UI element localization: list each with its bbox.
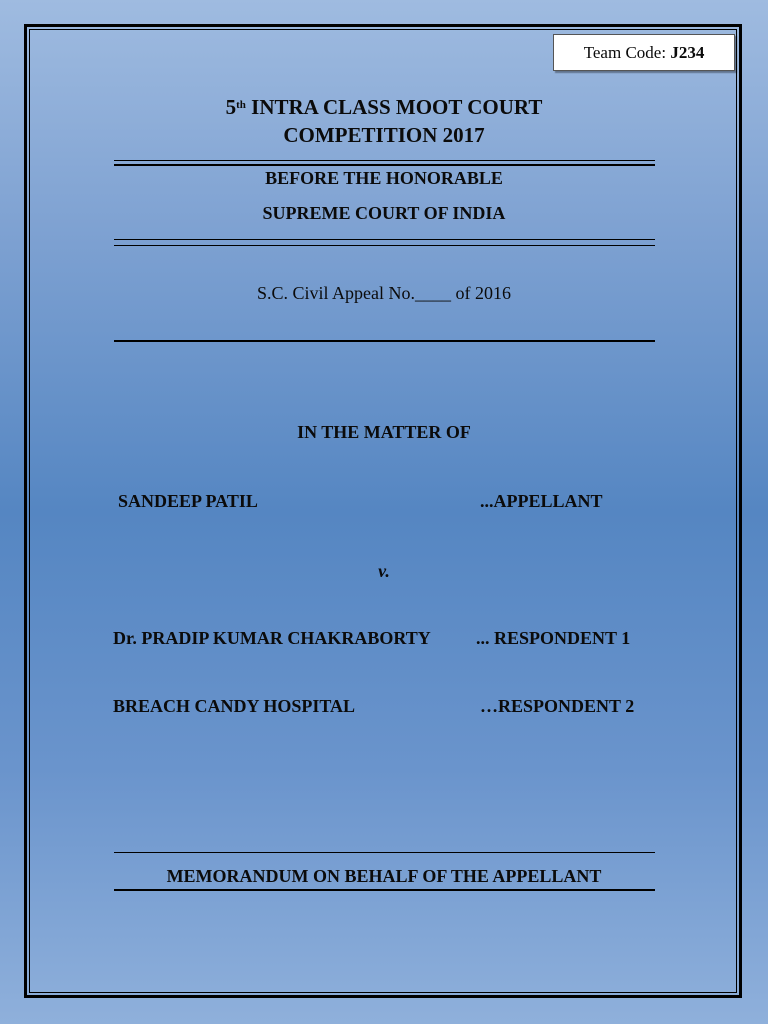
appellant-name: SANDEEP PATIL [118,491,258,511]
court-line-1: BEFORE THE HONORABLE [265,168,503,188]
respondent-1-name: Dr. PRADIP KUMAR CHAKRABORTY [113,628,431,648]
respondent-1-role: ... RESPONDENT 1 [476,628,631,648]
competition-title [0,93,768,149]
court-line-2: SUPREME COURT OF INDIA [262,203,506,223]
competition-title-line1 [0,93,768,121]
divider-line [114,852,655,853]
matter-heading: IN THE MATTER OF [297,422,471,442]
versus-label: v. [378,561,390,581]
respondent-2-name: BREACH CANDY HOSPITAL [113,696,356,716]
team-code-box [553,34,735,71]
respondent-2-role: …RESPONDENT 2 [480,696,635,716]
divider-line [114,160,655,161]
divider-line [114,164,655,166]
competition-title-line2: COMPETITION 2017 [283,123,485,147]
team-code-value: J234 [670,43,705,62]
appellant-role: ...APPELLANT [480,491,603,511]
competition-title-text: INTRA CLASS MOOT COURT [251,95,543,119]
competition-ordinal-suffix: th [236,99,246,111]
team-code-label: Team Code: [583,43,667,62]
divider-line [114,889,655,891]
memorandum-title: MEMORANDUM ON BEHALF OF THE APPELLANT [166,866,602,886]
divider-line [114,340,655,342]
competition-ordinal-number: 5 [225,95,237,119]
divider-line [114,245,655,246]
divider-line [114,239,655,240]
appeal-number: S.C. Civil Appeal No.____ of 2016 [256,283,511,303]
